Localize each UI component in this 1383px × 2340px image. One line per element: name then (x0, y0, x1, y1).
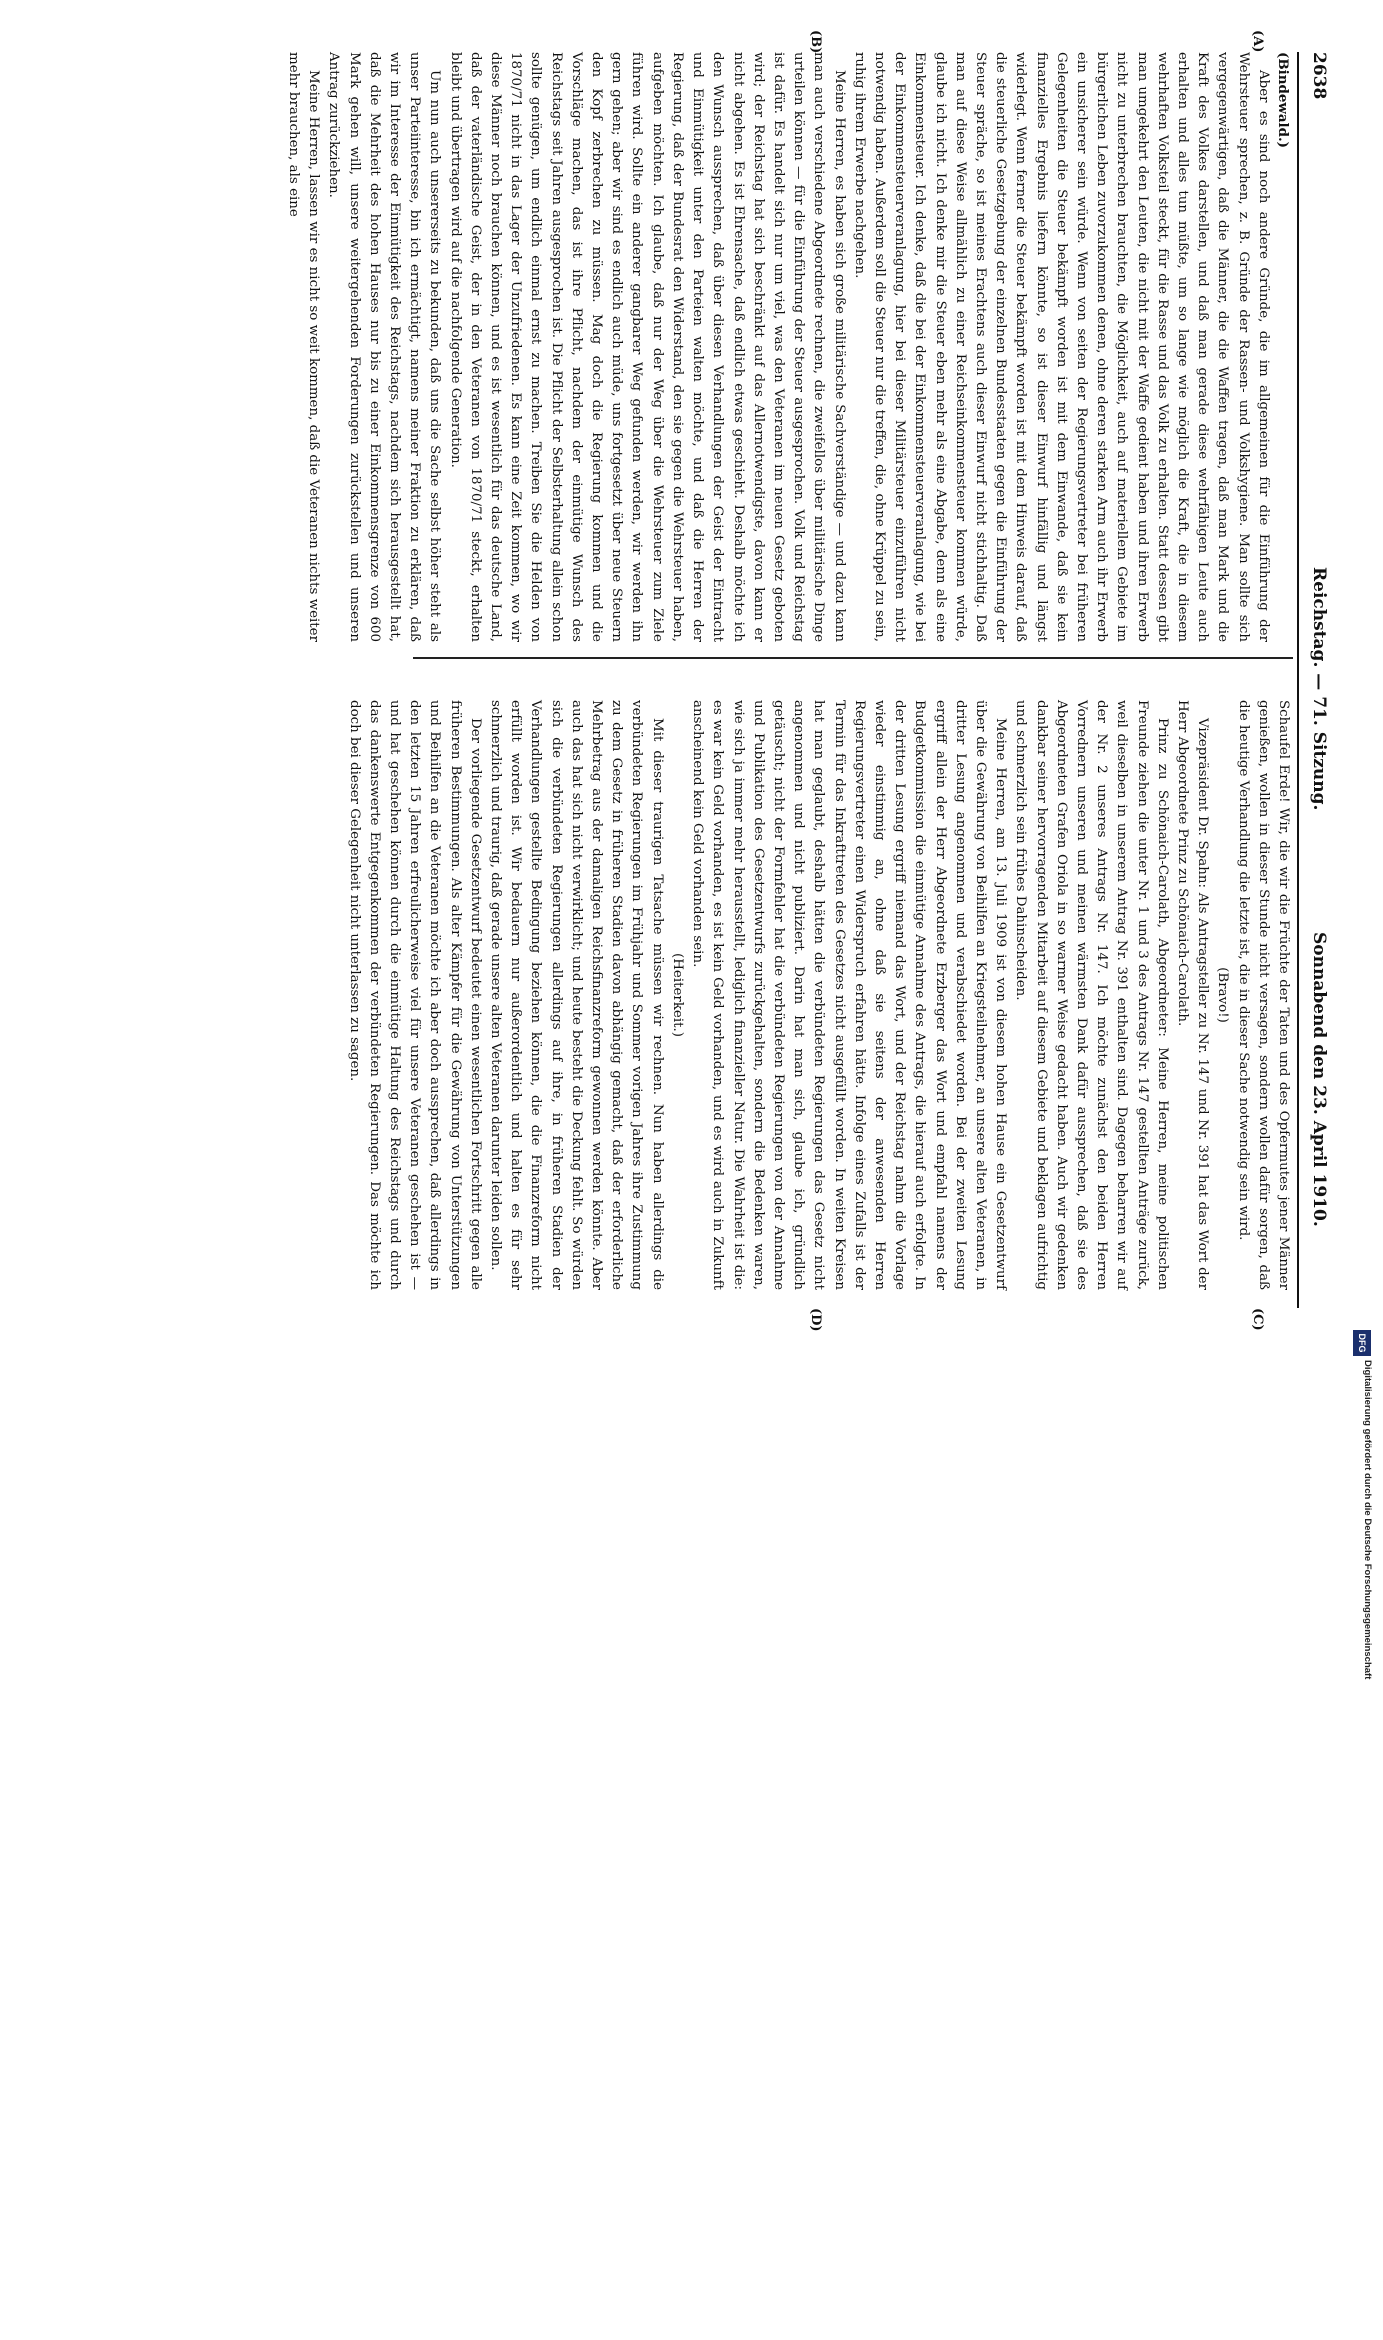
paragraph: Meine Herren, es haben sich große militärische Sachverständige — und dazu kann man auch verschiedene Abgeordnete rechnen, die zweifellos über militärische Dinge urteilen können — für die Einführung der Steuer ausgesprochen. Volk und Reichstag ist dafür. Es handelt sich nur um viel, was den Veteranen im neuen Gesetz geboten wird; der Reichstag hat sich beschränkt auf das Allernotwendigste, davon kann er nicht abgehen. Es ist Ehrensache, daß endlich etwas geschieht. Deshalb möchte ich den Wunsch aussprechen, daß über diesen Verhandlungen der Geist der Eintracht und Einmütigkeit unter den Parteien walten möchte, und daß die Herren der Regierung, daß der Bundesrat den Widerstand, den sie gegen die Wehrsteuer haben, aufgeben möchten. Ich glaube, daß nur der Weg über die Wehrsteuer zum Ziele führen wird. Sollte ein anderer gangbarer Weg gefunden werden, wir werden ihn gern gehen; aber wir sind es endlich auch müde, uns fortgesetzt über neue Steuern den Kopf zerbrechen zu müssen. Mag doch die Regierung kommen und die Vorschläge machen, das ist ihre Pflicht, nachdem der einmütige Wunsch des Reichstags seit Jahren ausgesprochen ist. Die Pflicht der Selbsterhaltung allein schon sollte genügen, um endlich einmal ernst zu machen. Treiben Sie die Helden von 1870/71 nicht in das Lager der Unzufriedenen. Es kann eine Zeit kommen, wo wir diese Männer noch brauchen können, und es ist wesentlich für das deutsche Land, daß der vaterländische Geist, der in den Veteranen von 1870/71 steckt, erhalten bleibt und übertragen wird auf die nachfolgende Generation. (447, 52, 847, 642)
paragraph: Prinz zu Schönaich-Carolath, Abgeordneter: Meine Herren, meine politischen Freunde ziehen die unter Nr. 1 und 3 des Antrags Nr. 147 gestellten Anträge zurück, weil dieselben in unserem Antrag Nr. 391 enthalten sind. Dagegen beharren wir auf der Nr. 2 unseres Antrags Nr. 147. Ich möchte zunächst den beiden Herren Vorrednern unseren und meinen wärmsten Dank dafür aussprechen, daß sie des Abgeordneten Grafen Oriola in so warmer Weise gedacht haben. Auch wir gedenken dankbar seiner hervorragenden Mitarbeit auf diesem Gebiete und beklagen aufrichtig und schmerzlich sein frühes Dahinscheiden. (1013, 700, 1170, 1290)
paragraph: Meine Herren, lassen wir es nicht so weit kommen, daß die Veteranen nichts weiter mehr brauchen, als eine (286, 52, 322, 642)
interjection-bravo: (Bravo!) (1215, 967, 1231, 1023)
paragraph: Um nun auch unsererseits zu bekunden, daß uns die Sache selbst höher steht als unser Parteiinteresse, bin ich ermächtigt, namens meiner Fraktion zu erklären, daß wir im Interesse der Einmütigkeit des Reichstags, nachdem sich herausgestellt hat, daß die Mehrheit des hohen Hauses nur bis zu einer Einkommensgrenze von 600 Mark gehen will, unsere weitergehenden Forderungen zurückstellen und unseren Antrag zurückziehen. (326, 52, 443, 642)
digitization-credit: Digitalisierung gefördert durch die Deutsche Forschungsgemeinschaft (1362, 1360, 1373, 1680)
right-column (346, 700, 1293, 1290)
paragraph: Meine Herren, am 13. Juli 1909 ist von diesem hohen Hause ein Gesetzentwurf über die Gewährung von Beihilfen an Kriegsteilnehmer, an unsere alten Veteranen, in dritter Lesung angenommen und verabschiedet worden. Bei der zweiten Lesung ergriff allein der Herr Abgeordnete Erzberger das Wort und empfahl namens der Budgetkommission die einmütige Annahme des Antrags, die hierauf auch erfolgte. In der dritten Lesung ergriff niemand das Wort, und der Reichstag nahm die Vorlage wieder einstimmig an, ohne daß sie seitens der anwesenden Herren Regierungsvertreter einen Widerspruch erfahren hätte. Infolge eines Zufalls ist der Termin für das Inkrafttreten des Gesetzes nicht ausgefüllt worden. In weiten Kreisen hat man geglaubt, deshalb hätten die verbündeten Regierungen das Gesetz nicht angenommen und nicht publiziert. Darin hat man sich, glaube ich, gründlich getäuscht; nicht der Formfehler hat die verbündeten Regierungen von der Annahme und Publikation des Gesetzentwurfs zurückgehalten, sondern die Bedenken waren, wie sich ja immer mehr herausstellt, lediglich finanzieller Natur. Die Wahrheit ist die: es war kein Geld vorhanden, es ist kein Geld vorhanden, und es wird auch in Zukunft anscheinend kein Geld vorhanden sein. (690, 700, 1009, 1290)
session-date: Sonnabend den 23. April 1910. (1309, 932, 1329, 1227)
column-divider (413, 657, 1293, 659)
dfg-logo: DFG (1353, 1330, 1371, 1356)
margin-marker-d: (D) (808, 1308, 823, 1332)
paragraph: Mit dieser traurigen Tatsache müssen wir rechnen. Nun haben allerdings die verbündeten Regierungen im Frühjahr und Sommer vorigen Jahres ihre Zustimmung zu dem Gesetz in früheren Stadien davon abhängig gemacht, daß der erforderliche Mehrbetrag aus der damaligen Reichsfinanzreform gewonnen werden könnte. Aber auch das hat sich nicht verwirklicht; und heute besteht die Deckung fehlt. So würden sich die verbündeten Regierungen allerdings auf ihre, in früheren Stadien der Verhandlungen gestellte Bedingung beziehen können, die die Finanzreform nicht erfüllt worden ist. Wir bedauern nur außerordentlich und halten es für sehr schmerzlich und traurig, daß gerade unsere alten Veteranen darunter leiden sollen. (488, 700, 665, 1290)
interjection-heiterkeit: (Heiterkeit.) (669, 953, 685, 1037)
margin-marker-b: (B) (808, 30, 823, 54)
running-title: Reichstag. — 71. Sitzung. (1309, 567, 1329, 811)
paragraph: Aber es sind noch andere Gründe, die im allgemeinen für die Einführung der Wehrsteuer sprechen, z. B. Gründe der Rassen- und Volkshygiene. Man sollte sich vergegenwärtigen, daß die Männer, die die Waffen tragen, daß man Mark und die Kraft des Volkes darstellen, und daß man gerade diese wehrfähigen Leute auch erhalten und alles tun müßte, um so lange wie möglich die Kraft, die in diesem wehrhaften Volksteil steckt, für die Rasse und das Volk zu erhalten. Statt dessen gibt man umgekehrt den Leuten, die nicht mit der Waffe gedient haben und ihren Erwerb nicht zu unterbrechen brauchten, die Möglichkeit, auch auf materiellem Gebiete im bürgerlichen Leben zuvorzukommen denen, ohne deren starken Arm auch ihr Erwerb ein unsicherer sein würde. Wenn von seiten der Regierungsvertreter bei früheren Gelegenheiten die Steuer bekämpft worden ist mit dem Einwande, daß sie kein finanzielles Ergebnis liefern könnte, so ist dieser Einwurf hinfällig und längst widerlegt. Wenn ferner die Steuer bekämpft worden ist mit dem Hinweis darauf, daß die steuerliche Gesetzgebung der einzelnen Bundesstaaten gegen die Einführung der Steuer spräche, so ist meines Erachtens auch dieser Einwurf nicht stichhaltig. Daß man auf diese Weise allmählich zu einer Reichseinkommensteuer kommen würde, glaube ich nicht. Ich denke mir die Steuer eben mehr als eine Abgabe, denn als eine Einkommensteuer. Ich denke, daß die bei der Einkommensteuerveranlagung, wie bei der Einkommensteuerveranlagung, hier bei dieser Militärsteuer einzuführen nicht notwendig haben. Außerdem soll die Steuer nur die treffen, die, ohne Krüppel zu sein, ruhig ihrem Erwerbe nachgehen. (851, 52, 1271, 642)
page-number: 2638 (1309, 52, 1329, 100)
header-rule (1297, 52, 1299, 1308)
paragraph: Der vorliegende Gesetzentwurf bedeutet einen wesentlichen Fortschritt gegen alle früheren Bestimmungen. Als alter Kämpfer für die Gewährung von Unterstützungen und Beihilfen an die Veteranen möchte ich aber doch aussprechen, daß allerdings in den letzten 15 Jahren erfreulicherweise viel für unsere Veteranen geschehen ist — und hat geschehen können durch die einmütige Haltung des Reichstags und durch das dankenswerte Entgegenkommen der verbündeten Regierungen. Das möchte ich doch bei dieser Gelegenheit nicht unterlassen zu sagen. (346, 700, 483, 1290)
page-header (1303, 52, 1333, 1292)
left-column (286, 52, 1293, 642)
paragraph: Schaufel Erde! Wir, die wir die Früchte der Taten und des Opfermutes jener Männer genießen, wollen in dieser Stunde nicht versagen, sondern wollen dafür sorgen, daß die heutige Verhandlung die letzte ist, die in dieser Sache notwendig sein wird. (1235, 700, 1291, 1290)
vice-president-speech: Vizepräsident Dr. Spahn: Als Antragsteller zu Nr. 147 und Nr. 391 hat das Wort der Herr Abgeordnete Prinz zu Schönaich-Carolath. (1174, 700, 1211, 1290)
margin-marker-c: (C) (1250, 1308, 1265, 1331)
speaker-note: (Bindewald.) (1275, 52, 1291, 149)
margin-marker-a: (A) (1250, 30, 1265, 53)
